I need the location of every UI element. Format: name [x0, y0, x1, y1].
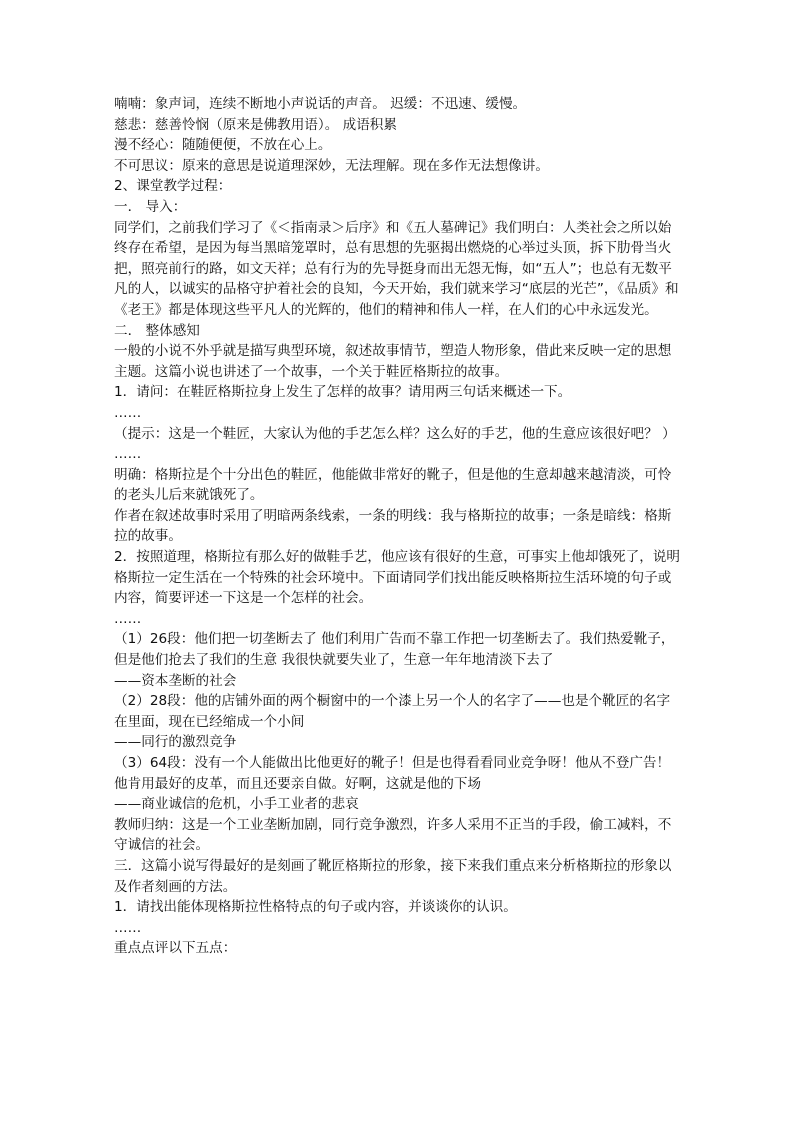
question-1: 1．请问：在鞋匠格斯拉身上发生了怎样的故事？请用两三句话来概述一下。 — [114, 384, 572, 401]
vocab-manbujingxin: 漫不经心：随随便便，不放在心上。 — [114, 137, 332, 154]
quote-64: （3）64段：没有一个人能做出比他更好的靴子！但是也得看看同业竞争呀！他从不登广告！他肯用最好的皮革，而且还要亲自做。好啊，这就是他的下场 — [114, 755, 671, 792]
ellipsis: …… — [114, 404, 142, 421]
answer-paragraph: 明确：格斯拉是个十分出色的鞋匠，他能做非常好的靴子，但是他的生意却越来越清淡，可怜的老头儿后来就饿死了。 — [114, 466, 672, 504]
clue-paragraph: 作者在叙述故事时采用了明暗两条线索，一条的明线：我与格斯拉的故事；一条是暗线：格斯拉的故事。 — [114, 507, 672, 545]
vocab-nannan-chihuan: 喃喃：象声词，连续不断地小声说话的声音。 迟缓：不迅速、缓慢。 — [114, 96, 527, 112]
vocab-cibei: 慈悲：慈善怜悯（原来是佛教用语）。 成语积累 — [114, 116, 397, 133]
ellipsis: …… — [114, 610, 142, 627]
hint-paragraph: （提示：这是一个鞋匠，大家认为他的手艺怎么样？这么好的手艺，他的生意应该很好吧？ ） — [114, 425, 676, 442]
question-2: 2．按照道理，格斯拉有那么好的做鞋手艺，他应该有很好的生意，可事实上他却饿死了，说明格斯拉一定生活在一个特殊的社会环境中。下面请同学们找出能反映格斯拉生活环境的句子或内容，简要评述一下这是一个怎样的社会。 — [114, 549, 680, 607]
comment-64: ——商业诚信的危机，小手工业者的悲哀 — [114, 796, 359, 813]
key-points-heading: 重点点评以下五点： — [114, 940, 237, 957]
overall-paragraph: 一般的小说不外乎就是描写典型环境，叙述故事情节，塑造人物形象，借此来反映一定的思想主题。这篇小说也讲述了一个故事，一个关于鞋匠格斯拉的故事。 — [114, 343, 672, 380]
document-body — [114, 94, 680, 959]
section-heading-overall: 二． 整体感知 — [114, 322, 200, 339]
question-character: 1．请找出能体现格斯拉性格特点的句子或内容，并谈谈你的认识。 — [114, 899, 517, 916]
section-heading-teaching-process: 2、课堂教学过程： — [114, 178, 232, 195]
comment-26: ——资本垄断的社会 — [114, 672, 237, 689]
quote-26: （1）26段：他们把一切垄断去了 他们利用广告而不靠工作把一切垄断去了。我们热爱靴子，但是他们抢去了我们的生意 我很快就要失业了，生意一年年地清淡下去了 — [114, 631, 675, 669]
section-heading-intro: 一． 导入： — [114, 198, 187, 215]
ellipsis: …… — [114, 919, 142, 936]
comment-28: ——同行的激烈竞争 — [114, 734, 237, 751]
section-heading-character: 三．这篇小说写得最好的是刻画了靴匠格斯拉的形象，接下来我们重点来分析格斯拉的形象以及作者刻画的方法。 — [114, 857, 672, 895]
ellipsis: …… — [114, 446, 142, 463]
quote-28: （2）28段：他的店铺外面的两个橱窗中的一个漆上另一个人的名字了——也是个靴匠的名字 在里面，现在已经缩成一个小间 — [114, 693, 671, 730]
intro-paragraph: 同学们，之前我们学习了《＜指南录＞后序》和《五人墓碑记》我们明白：人类社会之所以始终存在希望，是因为每当黑暗笼罩时，总有思想的先驱揭出燃烧的心举过头顶，拆下肋骨当火把，照亮前行的路，如文天祥；总有行为的先导挺身而出无怨无悔，如“五人”；也总有无数平凡的人，以诚实的品格守护着社会的良知，今天开始，我们就来学习“底层的光芒”，《品质》和《老王》都是体现这些平凡人的光辉的，他们的精神和伟人一样，在人们的心中永远发光。 — [114, 219, 679, 318]
teacher-summary: 教师归纳：这是一个工业垄断加剧，同行竞争激烈，许多人采用不正当的手段，偷工减料，不守诚信的社会。 — [114, 816, 672, 854]
vocab-bukesiyi: 不可思议：原来的意思是说道理深妙，无法理解。现在多作无法想像讲。 — [114, 157, 549, 174]
